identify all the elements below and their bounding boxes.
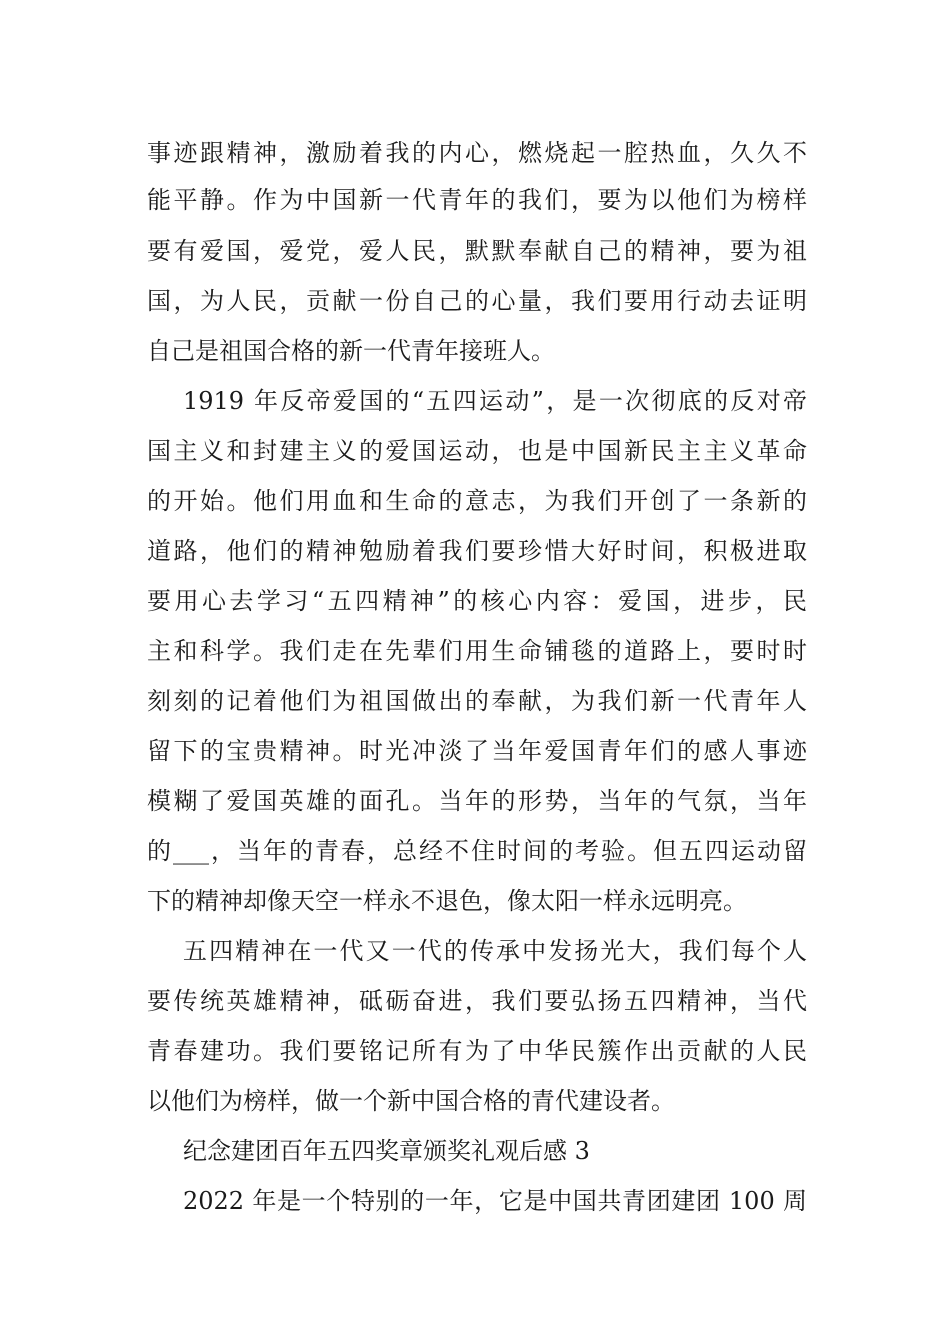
- section-heading: 纪念建团百年五四奖章颁奖礼观后感 3: [183, 1137, 590, 1165]
- body-text-line: 下的精神却像天空一样永不退色，像太阳一样永远明亮。: [147, 887, 747, 915]
- body-text-line: 要传统英雄精神，砥砺奋进，我们要弘扬五四精神，当代: [147, 987, 807, 1015]
- paragraph-first-line: 五四精神在一代又一代的传承中发扬光大，我们每个人: [183, 937, 807, 965]
- body-text-line: 以他们为榜样，做一个新中国合格的青代建设者。: [147, 1087, 675, 1115]
- paragraph-first-line: 1919 年反帝爱国的“五四运动”，是一次彻底的反对帝: [183, 387, 807, 415]
- body-text-line: 要用心去学习“五四精神”的核心内容：爱国，进步，民: [147, 587, 807, 615]
- body-text-line: 主和科学。我们走在先辈们用生命铺毯的道路上，要时时: [147, 637, 807, 665]
- body-text-line: 青春建功。我们要铭记所有为了中华民簇作出贡献的人民: [147, 1037, 807, 1065]
- body-text-line: 自己是祖国合格的新一代青年接班人。: [147, 337, 555, 365]
- body-text-line: 国主义和封建主义的爱国运动，也是中国新民主主义革命: [147, 437, 807, 465]
- body-text-line: 道路，他们的精神勉励着我们要珍惜大好时间，积极进取: [147, 537, 807, 565]
- body-text-line: 能平静。作为中国新一代青年的我们，要为以他们为榜样: [147, 186, 807, 214]
- body-text-line: 事迹跟精神，激励着我的内心，燃烧起一腔热血，久久不: [147, 139, 807, 167]
- body-text-line: 模糊了爱国英雄的面孔。当年的形势，当年的气氛，当年: [147, 787, 807, 815]
- body-text-line: 要有爱国，爱党，爱人民，默默奉献自己的精神，要为祖: [147, 237, 807, 265]
- body-text-line: 国，为人民，贡献一份自己的心量，我们要用行动去证明: [147, 287, 807, 315]
- body-text-line: 的___，当年的青春，总经不住时间的考验。但五四运动留: [147, 837, 807, 865]
- body-text-line: 的开始。他们用血和生命的意志，为我们开创了一条新的: [147, 487, 807, 515]
- body-text-line: 刻刻的记着他们为祖国做出的奉献，为我们新一代青年人: [147, 687, 807, 715]
- paragraph-first-line: 2022 年是一个特别的一年，它是中国共青团建团 100 周: [183, 1187, 807, 1215]
- body-text-line: 留下的宝贵精神。时光冲淡了当年爱国青年们的感人事迹: [147, 737, 807, 765]
